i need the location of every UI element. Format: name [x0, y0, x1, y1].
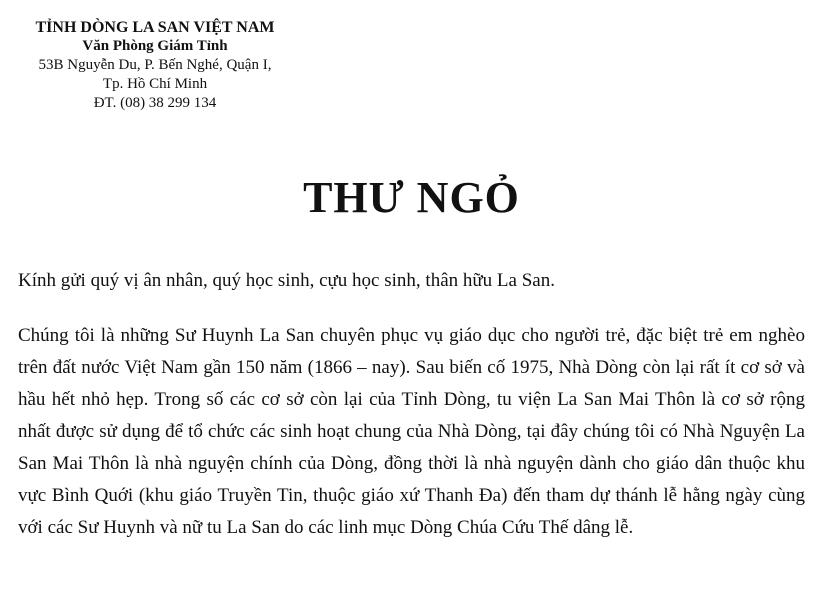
letter-title: THƯ NGỎ	[303, 173, 520, 222]
address-line-2: Tp. Hồ Chí Minh	[102, 76, 208, 92]
letterhead	[10, 18, 300, 113]
organization-name: TỈNH DÒNG LA SAN VIỆT NAM	[35, 19, 275, 36]
greeting-line: Kính gửi quý vị ân nhân, quý học sinh, cựu học sinh, thân hữu La San.	[18, 270, 555, 291]
address-line-1: 53B Nguyễn Du, P. Bến Nghé, Quận I,	[38, 57, 272, 73]
body-paragraph: Chúng tôi là những Sư Huynh La San chuyên phục vụ giáo dục cho người trẻ, đặc biệt trẻ em nghèo trên đất nước Việt Nam gần 150 năm (1866 – nay). Sau biến cố 1975, Nhà Dòng còn lại rất ít cơ sở và hầu hết nhỏ hẹp. Trong số các cơ sở còn lại của Tỉnh Dòng, tu viện La San Mai Thôn là cơ sở rộng nhất được sử dụng để tổ chức các sinh hoạt chung của Nhà Dòng, tại đây chúng tôi có Nhà Nguyện La San Mai Thôn là nhà nguyện chính của Dòng, đồng thời là nhà nguyện dành cho giáo dân thuộc khu vực Bình Quới (khu giáo Truyền Tin, thuộc giáo xứ Thanh Đa) đến tham dự thánh lễ hằng ngày cùng với các Sư Huynh và nữ tu La San do các linh mục Dòng Chúa Cứu Thế dâng lễ.	[18, 325, 805, 538]
office-name: Văn Phòng Giám Tỉnh	[82, 38, 228, 54]
phone-number: ĐT. (08) 38 299 134	[93, 95, 217, 111]
